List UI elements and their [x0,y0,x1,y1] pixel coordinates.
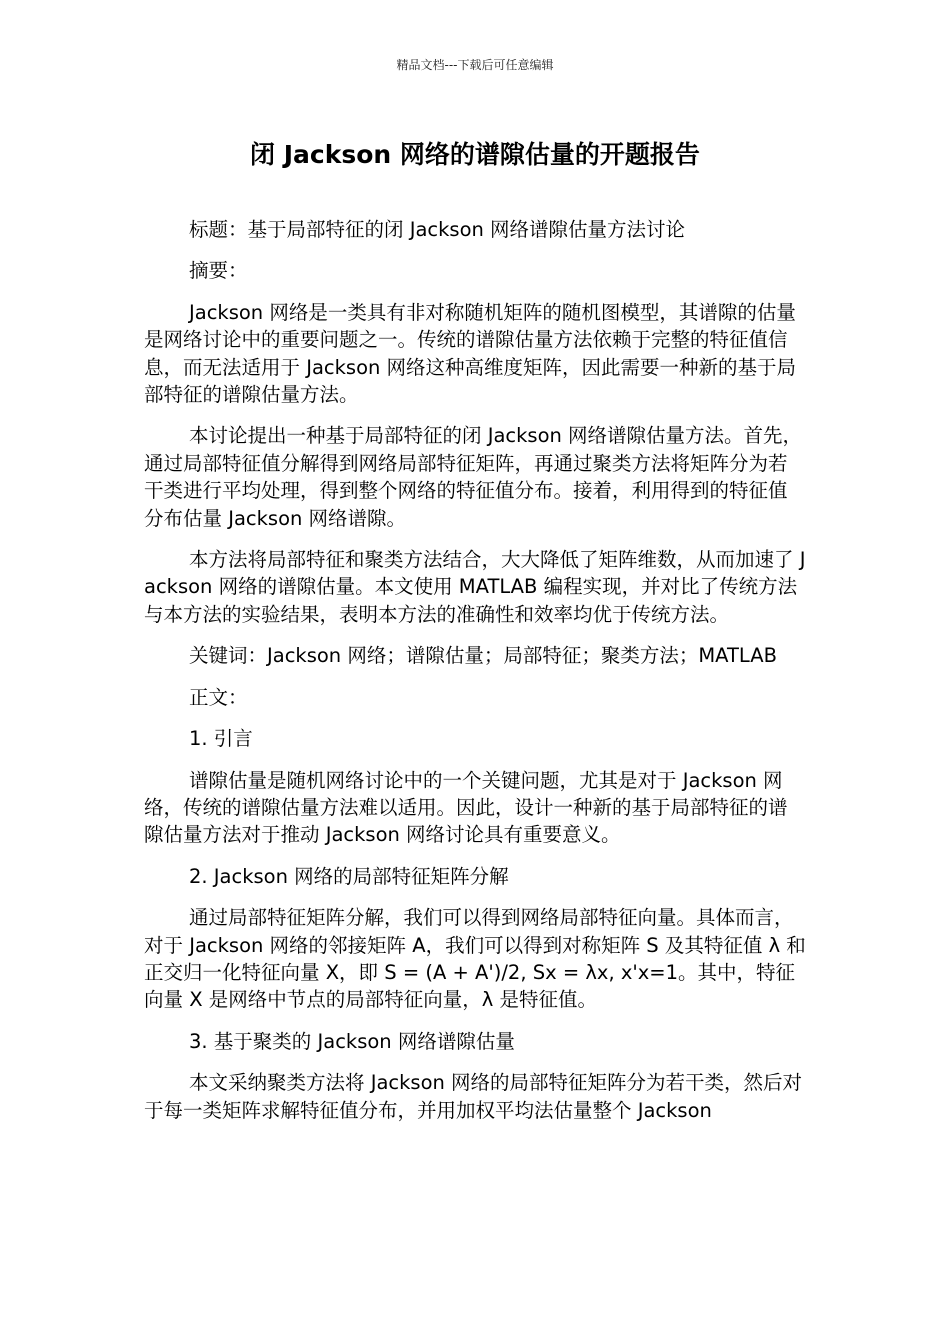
paragraph-section-1: 谱隙估量是随机网络讨论中的一个关键问题，尤其是对于 Jackson 网络，传统的谱隙估量方法难以适用。因此，设计一种新的基于局部特征的谱隙估量方法对于推动 Jackson 网络讨论具有重要意义。 [144,768,788,847]
paragraph-keywords: 关键词：Jackson 网络；谱隙估量；局部特征；聚类方法；MATLAB [189,644,777,668]
paragraph-section-2: 通过局部特征矩阵分解，我们可以得到网络局部特征向量。具体而言，对于 Jackson 网络的邻接矩阵 A，我们可以得到对称矩阵 S 及其特征值 λ 和正交归一化特征向量 X，即 S = (A + A')/2, Sx = λx, x'x=1。其中，特征向量 X 是网络中节点的局部特征向量，λ 是特征值。 [144,906,806,1012]
heading-main-text: 正文： [189,685,248,709]
paragraph-abstract-3: 本方法将局部特征和聚类方法结合，大大降低了矩阵维数，从而加速了 Jackson 网络的谱隙估量。本文使用 MATLAB 编程实现，并对比了传统方法与本方法的实验结果，表明本方法的准确性和效率均优于传统方法。 [144,548,806,626]
heading-section-3: 3. 基于聚类的 Jackson 网络谱隙估量 [189,1029,515,1053]
paragraph-section-3: 本文采纳聚类方法将 Jackson 网络的局部特征矩阵分为若干类，然后对于每一类矩阵求解特征值分布，并用加权平均法估量整个 Jackson [144,1071,803,1122]
document-body [144,216,806,1138]
heading-section-1: 1. 引言 [189,727,253,751]
heading-abstract: 摘要： [189,259,248,283]
paragraph-abstract-2: 本讨论提出一种基于局部特征的闭 Jackson 网络谱隙估量方法。首先，通过局部特征值分解得到网络局部特征矩阵，再通过聚类方法将矩阵分为若干类进行平均处理，得到整个网络的特征值分布。接着，利用得到的特征值分布估量 Jackson 网络谱隙。 [144,424,803,530]
paragraph-topic: 标题：基于局部特征的闭 Jackson 网络谱隙估量方法讨论 [189,218,686,241]
document-title: 闭 Jackson 网络的谱隙估量的开题报告 [250,140,700,169]
heading-section-2: 2. Jackson 网络的局部特征矩阵分解 [189,864,509,888]
paragraph-abstract-1: Jackson 网络是一类具有非对称随机矩阵的随机图模型，其谱隙的估量是网络讨论中的重要问题之一。传统的谱隙估量方法依赖于完整的特征值信息，而无法适用于 Jackson 网络这种高维度矩阵，因此需要一种新的基于局部特征的谱隙估量方法。 [144,300,797,407]
header-note: 精品文档---下载后可任意编辑 [396,58,554,72]
